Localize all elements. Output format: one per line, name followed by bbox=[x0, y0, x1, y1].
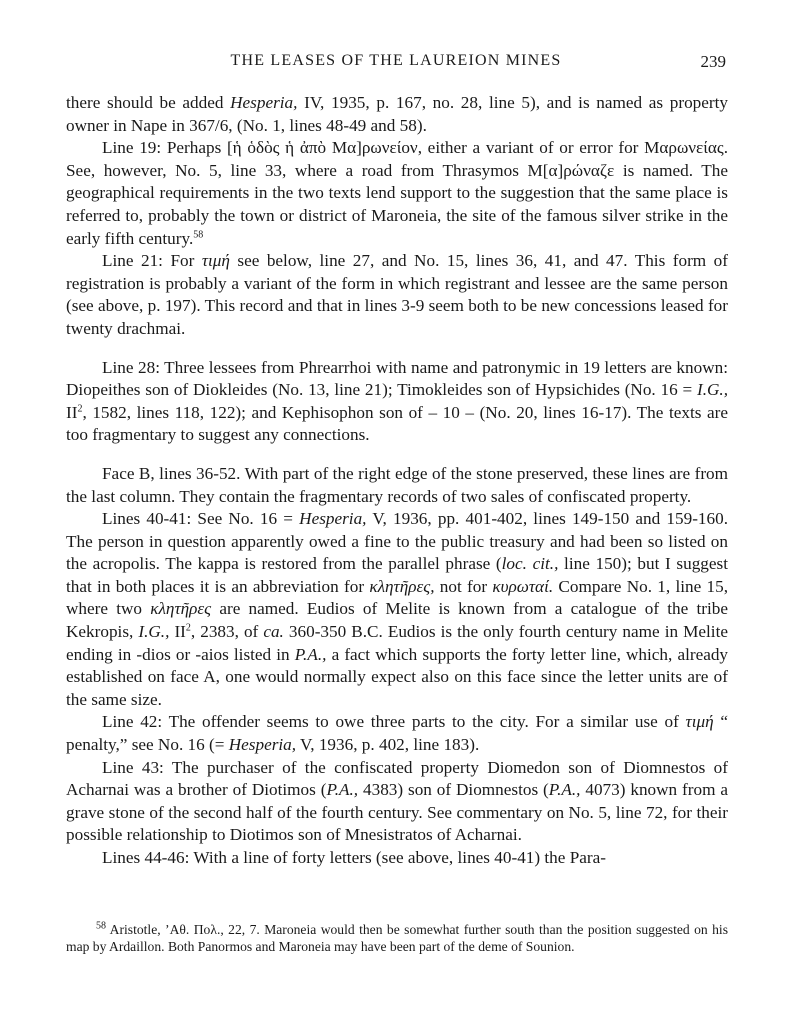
italic-text: Hesperia, bbox=[299, 509, 367, 529]
paragraph-line-43 bbox=[66, 757, 728, 847]
superscript: 58 bbox=[96, 920, 106, 932]
text-run: 4383) son of Diomnestos ( bbox=[358, 780, 549, 800]
italic-text: P.A., bbox=[294, 644, 327, 664]
footnote-text bbox=[66, 921, 728, 955]
running-head bbox=[66, 52, 726, 76]
text-run: 360-350 B.C. Eudios is the only fourth century name in Melite ending in -dios or -aios listed in bbox=[66, 622, 728, 664]
italic-text: P.A., bbox=[326, 780, 359, 800]
italic-text: τιμή bbox=[685, 712, 714, 732]
text-run: not for bbox=[434, 576, 493, 596]
text-run: II bbox=[66, 402, 78, 422]
text-run: Line 42: The offender seems to owe three parts to the city. For a similar use of bbox=[102, 712, 686, 732]
footnote-58 bbox=[66, 921, 728, 955]
text-run: II bbox=[169, 622, 186, 642]
text-run: are named. Eudios of Melite is known from a catalogue of the tribe Kekropis, bbox=[66, 599, 728, 642]
superscript: 2 bbox=[77, 402, 83, 414]
text-run: Face B, lines 36-52. With part of the right edge of the stone preserved, these lines are from the last column. They contain the fragmentary records of two sales of confiscated property. bbox=[66, 463, 728, 506]
text-run: Compare No. 1, line 15, where two bbox=[66, 576, 728, 619]
italic-text: τιμή bbox=[201, 251, 230, 271]
paragraph-continuation bbox=[66, 92, 728, 137]
italic-text: κλητῆρες bbox=[150, 599, 212, 619]
italic-text: Hesperia, bbox=[228, 735, 297, 755]
paragraph-line-42 bbox=[66, 711, 728, 756]
superscript: 2 bbox=[185, 622, 191, 634]
italic-text: κυρωταί. bbox=[492, 576, 554, 596]
body-text bbox=[66, 92, 728, 870]
text-run: see below, line 27, and No. 15, lines 36, 41, and 47. This form of registration is probably a variant of the form in which registrant and lessee are the same person (see above, p. 197). This record and that in lines 3-9 seem both to be new concessions leased for twenty drachmai. bbox=[66, 251, 728, 338]
italic-text: I.G., bbox=[696, 380, 728, 400]
text-run: , 2383, of bbox=[190, 622, 264, 642]
paragraph-line-28 bbox=[66, 357, 728, 447]
text-run: V, 1936, p. 402, line 183). bbox=[296, 735, 480, 755]
paragraph-line-21 bbox=[66, 250, 728, 340]
italic-text: loc. cit., bbox=[501, 554, 559, 574]
text-run: a fact which supports the forty letter line, which, already established on face A, one would normally expect also on this face since the letter units are of the same size. bbox=[66, 644, 729, 709]
paragraph-lines-44-46 bbox=[66, 847, 728, 870]
text-run: , 1582, lines 118, 122); and Kephisophon son of – 10 – (No. 20, lines 16-17). The texts are too fragmentary to suggest any connections. bbox=[66, 402, 728, 445]
italic-text: Hesperia, bbox=[230, 93, 298, 112]
running-title: THE LEASES OF THE LAUREION MINES bbox=[230, 52, 562, 69]
text-run: Aristotle, ’Αθ. Πολ., 22, 7. Maroneia would then be somewhat further south than the position suggested on his map by Ardaillon. Both Panormos and Maroneia may have been part of the deme of Sounion. bbox=[66, 922, 728, 954]
paragraph-line-19 bbox=[66, 137, 728, 250]
italic-text: κλητῆρες, bbox=[369, 576, 435, 596]
paragraph-face-b bbox=[66, 463, 728, 508]
text-run: Line 28: Three lessees from Phrearrhoi with name and patronymic in 19 letters are known: Diopeithes son of Diokleides (No. 13, line 21); Timokleides son of Hypsichides (No. 16 = bbox=[66, 357, 728, 400]
italic-text: ca. bbox=[263, 622, 284, 642]
text-run: Line 43: The purchaser of the confiscated property Diomedon son of Diomnestos of Acharnai was a brother of Diotimos ( bbox=[66, 757, 728, 800]
text-run: line 150); but I suggest that in both places it is an abbreviation for bbox=[66, 554, 728, 596]
superscript: 58 bbox=[193, 228, 204, 240]
page-number: 239 bbox=[700, 52, 726, 71]
italic-text: I.G., bbox=[138, 622, 170, 642]
italic-text: P.A., bbox=[548, 780, 581, 800]
text-run: Line 19: Perhaps [ἡ ὁδὸς ἡ ἀπὸ Μα]ρωνείον, either a variant of or error for Μαρωνείας. See, however, No. 5, line 33, where a road from Thrasymos Μ[α]ρώναζε is named. The geographical requirements in the two texts lend support to the suggestion that the same place is referred to, probably the town or district of Maroneia, the site of the famous silver strike in the early fifth century. bbox=[66, 138, 728, 248]
text-run: V, 1936, pp. 401-402, lines 149-150 and 159-160. The person in question apparently owed a fine to the public treasury and had been so listed on the acropolis. The kappa is restored from the parallel phrase ( bbox=[66, 509, 728, 574]
text-run: Lines 44-46: With a line of forty letters (see above, lines 40-41) the Para- bbox=[102, 848, 606, 867]
text-run: there should be added bbox=[66, 93, 231, 112]
text-run: “ penalty,” see No. 16 (= bbox=[66, 712, 728, 755]
paragraph-lines-40-41 bbox=[66, 508, 728, 711]
text-run: 4073) known from a grave stone of the second half of the fourth century. See commentary on No. 5, line 72, for their possible relationship to Diotimos son of Mnesistratos of Acharnai. bbox=[66, 780, 728, 845]
text-run: Lines 40-41: See No. 16 = bbox=[102, 509, 300, 529]
text-run: IV, 1935, p. 167, no. 28, line 5), and is named as property owner in Nape in 367/6, (No. 1, lines 48-49 and 58). bbox=[66, 93, 729, 135]
text-run: Line 21: For bbox=[102, 251, 202, 271]
